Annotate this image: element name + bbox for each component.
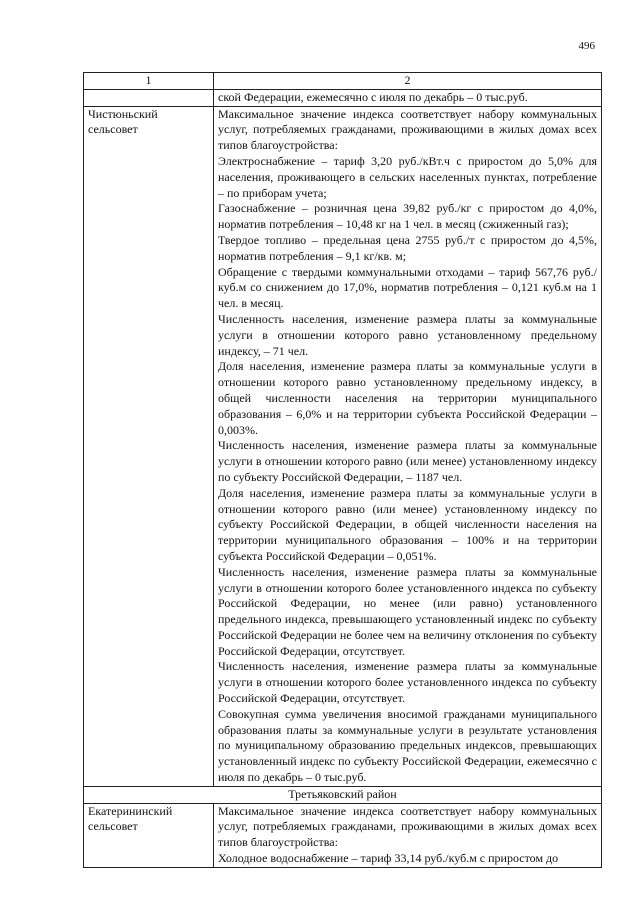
paragraph: Обращение с твердыми коммунальными отходами – тариф 567,76 руб./куб.м со снижением до 17,0%, норматив потребления – 0,121 куб.м на 1 чел. в месяц. <box>218 264 597 311</box>
paragraph: Численность населения, изменение размера платы за коммунальные услуги в отношении которого равно (или менее) установленному индексу по субъекту Российской Федерации, – 1187 чел. <box>218 438 597 484</box>
table-row-chistyunsky <box>84 106 602 786</box>
document-table <box>83 72 602 868</box>
description-cell <box>214 803 602 867</box>
paragraph: Численность населения, изменение размера платы за коммунальные услуги в отношении которого равно установленному предельному индексу, – 71 чел. <box>218 311 597 358</box>
column-header-1: 1 <box>84 73 214 90</box>
municipality-name-line1: Екатерининский <box>88 803 173 818</box>
paragraph: Максимальное значение индекса соответствует набору коммунальных услуг, потребляемых гражданами, проживающими в жилых домах всех типов благоустройства: <box>218 803 597 850</box>
paragraph: Электроснабжение – тариф 3,20 руб./кВт.ч с приростом до 5,0% для населения, проживающего в сельских населенных пунктах, потребление – по приборам учета; <box>218 153 597 200</box>
continuation-name-cell <box>84 89 214 106</box>
page-number: 496 <box>578 40 595 52</box>
paragraph: Доля населения, изменение размера платы за коммунальные услуги в отношении которого равно (или менее) установленному индексу по субъекту Российской Федерации, в общей численности населения на территории муниципального образования – 100% и на территории субъекта Российской Федерации – 0,051%. <box>218 485 597 563</box>
municipality-name-line2: сельсовет <box>88 819 138 834</box>
table-header-row <box>84 73 602 90</box>
table-row-ekaterininsky <box>84 803 602 867</box>
paragraph: Доля населения, изменение размера платы за коммунальные услуги в отношении которого равно установленному предельному индексу, в общей численности населения на территории муниципального образования – 6,0% и на территории субъекта Российской Федерации – 0,003%. <box>218 359 597 437</box>
municipality-name-line1: Чистюньский <box>88 106 158 121</box>
paragraph: Твердое топливо – предельная цена 2755 руб./т с приростом до 4,5%, норматив потребления – 9,1 кг/кв. м; <box>218 232 597 263</box>
column-header-2: 2 <box>214 73 602 90</box>
continuation-text: ской Федерации, ежемесячно с июля по декабрь – 0 тыс.руб. <box>214 89 602 106</box>
description-cell <box>214 106 602 786</box>
municipality-name-cell <box>84 803 214 867</box>
district-heading: Третьяковский район <box>84 786 602 803</box>
paragraph: Максимальное значение индекса соответствует набору коммунальных услуг, потребляемых гражданами, проживающими в жилых домах всех типов благоустройства: <box>218 106 597 153</box>
paragraph: Совокупная сумма увеличения вносимой гражданами муниципального образования платы за коммунальные услуги в результате установления по муниципальному образованию предельных индексов, превышающих установленный индекс по субъекту Российской Федерации, ежемесячно с июля по декабрь – 0 тыс.руб. <box>218 706 597 785</box>
paragraph: Холодное водоснабжение – тариф 33,14 руб./куб.м с приростом до <box>218 851 559 866</box>
table-row-district <box>84 786 602 803</box>
paragraph: Численность населения, изменение размера платы за коммунальные услуги в отношении которого более установленного индекса по субъекту Российской Федерации, отсутствует. <box>218 659 597 706</box>
paragraph: Численность населения, изменение размера платы за коммунальные услуги в отношении которого более установленного индекса по субъекту Российской Федерации, но менее (или равно) установленного предельного индекса, превышающего установленный индекс по субъекту Российской Федерации не более чем на величину отклонения по субъекту Российской Федерации, отсутствует. <box>218 564 597 658</box>
paragraph: Газоснабжение – розничная цена 39,82 руб./кг с приростом до 4,0%, норматив потребления – 10,48 кг на 1 чел. в месяц (сжиженный газ); <box>218 201 597 232</box>
table-row-continuation <box>84 89 602 106</box>
municipality-name-line2: сельсовет <box>88 122 138 137</box>
municipality-name-cell <box>84 106 214 786</box>
